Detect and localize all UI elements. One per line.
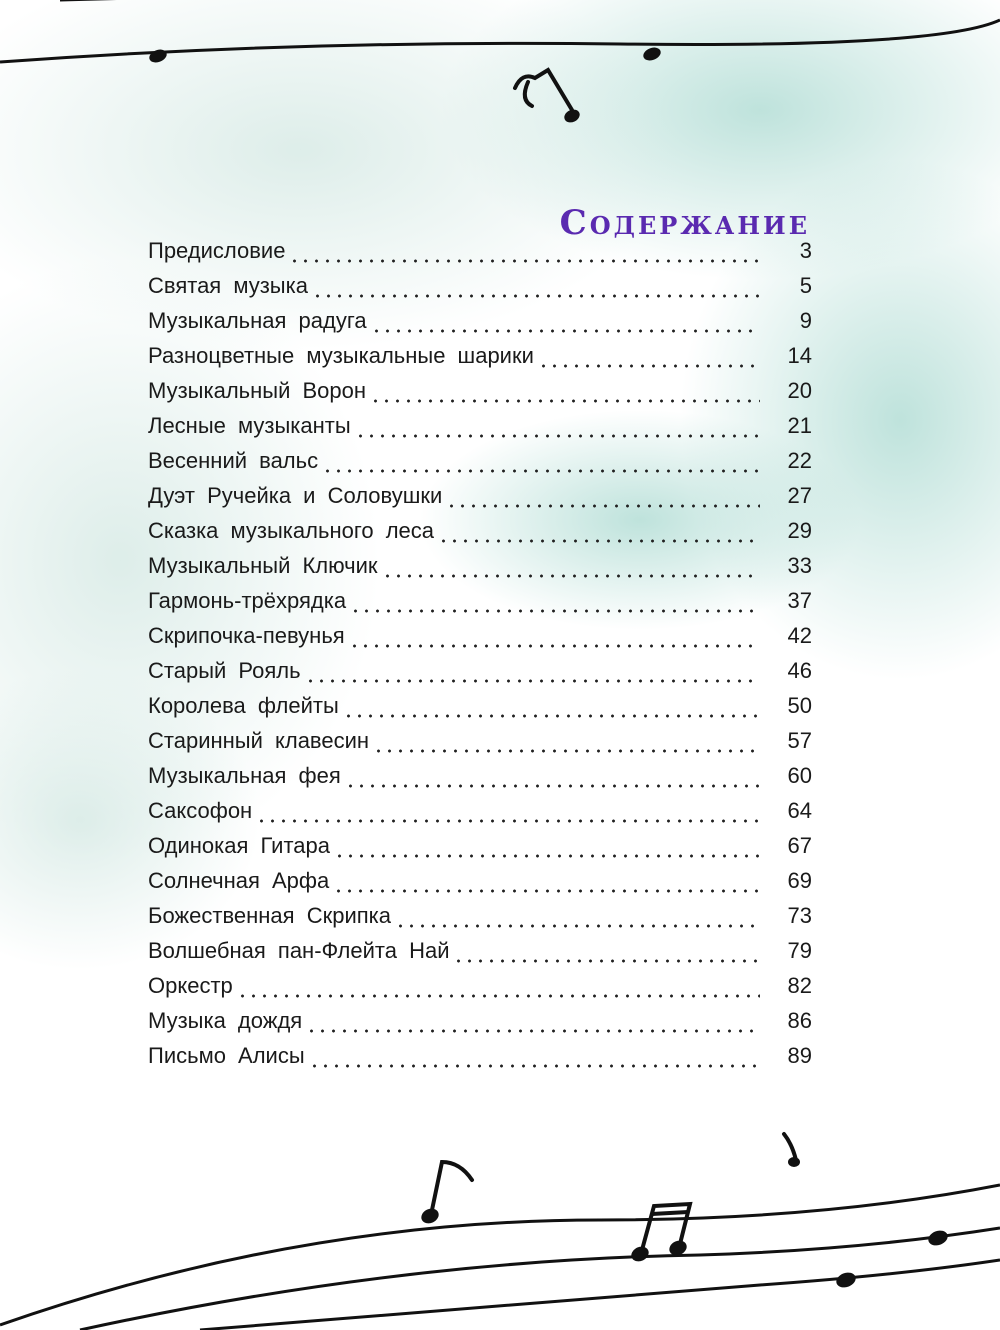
toc-page-number: 73 xyxy=(787,903,812,928)
top-music-staff xyxy=(0,0,1000,140)
toc-entry-title: Старый Рояль xyxy=(148,658,301,683)
toc-entry[interactable] xyxy=(148,693,812,728)
toc-entry[interactable] xyxy=(148,343,812,378)
toc-entry[interactable] xyxy=(148,798,812,833)
toc-page-number: 57 xyxy=(787,728,812,753)
toc-entry-title: Музыкальная радуга xyxy=(148,308,367,333)
toc-entry[interactable] xyxy=(148,518,812,553)
toc-page-number: 89 xyxy=(787,1043,812,1068)
toc-entry-title: Волшебная пан-Флейта Най xyxy=(148,938,450,963)
table-of-contents xyxy=(148,238,812,1078)
dot-leader xyxy=(289,258,760,264)
toc-page-number: 86 xyxy=(787,1008,812,1033)
toc-page-number: 29 xyxy=(787,518,812,543)
eighth-note-icon xyxy=(515,70,582,125)
dot-leader xyxy=(349,643,760,649)
toc-entry[interactable] xyxy=(148,763,812,798)
dot-leader xyxy=(355,433,760,439)
toc-entry[interactable] xyxy=(148,658,812,693)
toc-page-number: 3 xyxy=(799,238,812,263)
dot-leader xyxy=(373,748,760,754)
toc-entry-title: Одинокая Гитара xyxy=(148,833,331,858)
toc-entry[interactable] xyxy=(148,833,812,868)
toc-page-number: 64 xyxy=(787,798,812,823)
toc-page-number: 67 xyxy=(787,833,812,858)
toc-page-number: 46 xyxy=(787,658,812,683)
toc-entry[interactable] xyxy=(148,308,812,343)
toc-page-number: 42 xyxy=(787,623,812,648)
toc-entry-title: Оркестр xyxy=(148,973,233,998)
toc-entry[interactable] xyxy=(148,1043,812,1078)
dot-leader xyxy=(371,328,760,334)
toc-entry[interactable] xyxy=(148,973,812,1008)
eighth-note-icon xyxy=(419,1162,472,1226)
toc-entry[interactable] xyxy=(148,728,812,763)
toc-entry-title: Солнечная Арфа xyxy=(148,868,330,893)
toc-entry-title: Саксофон xyxy=(148,798,253,823)
toc-entry-title: Святая музыка xyxy=(148,273,308,298)
toc-entry[interactable] xyxy=(148,553,812,588)
toc-entry-title: Дуэт Ручейка и Соловушки xyxy=(148,483,443,508)
dot-leader xyxy=(334,853,760,859)
dot-leader xyxy=(350,608,760,614)
toc-entry-title: Старинный клавесин xyxy=(148,728,370,753)
toc-entry-title: Музыкальный Ворон xyxy=(148,378,367,403)
toc-page-number: 9 xyxy=(799,308,812,333)
toc-entry-title: Весенний вальс xyxy=(148,448,319,473)
toc-page-number: 60 xyxy=(787,763,812,788)
dot-leader xyxy=(343,713,760,719)
toc-entry[interactable] xyxy=(148,448,812,483)
toc-entry[interactable] xyxy=(148,868,812,903)
dot-leader xyxy=(370,398,760,404)
toc-entry[interactable] xyxy=(148,588,812,623)
toc-entry-title: Музыкальная фея xyxy=(148,763,341,788)
toc-page-number: 14 xyxy=(787,343,812,368)
toc-page-number: 79 xyxy=(787,938,812,963)
toc-entry-title: Разноцветные музыкальные шарики xyxy=(148,343,534,368)
toc-entry[interactable] xyxy=(148,238,812,273)
dot-leader xyxy=(382,573,760,579)
dot-leader xyxy=(438,538,760,544)
toc-entry-title: Гармонь-трёхрядка xyxy=(148,588,347,613)
dot-leader xyxy=(322,468,760,474)
toc-page-number: 82 xyxy=(787,973,812,998)
toc-entry[interactable] xyxy=(148,273,812,308)
toc-entry-title: Предисловие xyxy=(148,238,286,263)
dot-leader xyxy=(446,503,760,509)
dot-leader xyxy=(309,1063,760,1069)
toc-entry-title: Письмо Алисы xyxy=(148,1043,305,1068)
dot-leader xyxy=(256,818,760,824)
bottom-music-staff xyxy=(0,1110,1000,1330)
dot-leader xyxy=(306,1028,760,1034)
toc-page-number: 33 xyxy=(787,553,812,578)
toc-page-number: 5 xyxy=(799,273,812,298)
toc-entry[interactable] xyxy=(148,483,812,518)
dot-leader xyxy=(453,958,760,964)
toc-entry-title: Сказка музыкального леса xyxy=(148,518,435,543)
toc-entry-title: Скрипочка-певунья xyxy=(148,623,345,648)
toc-page-number: 50 xyxy=(787,693,812,718)
dot-leader xyxy=(538,363,760,369)
dot-leader xyxy=(345,783,760,789)
toc-page-number: 69 xyxy=(787,868,812,893)
dot-leader xyxy=(237,993,760,999)
eighth-note-icon xyxy=(784,1134,800,1167)
page-title: Содержание xyxy=(559,202,810,243)
dot-leader xyxy=(395,923,760,929)
toc-page-number: 22 xyxy=(787,448,812,473)
toc-entry[interactable] xyxy=(148,623,812,658)
dot-leader xyxy=(305,678,760,684)
toc-entry-title: Божественная Скрипка xyxy=(148,903,391,928)
toc-page-number: 27 xyxy=(787,483,812,508)
toc-entry[interactable] xyxy=(148,1008,812,1043)
toc-entry[interactable] xyxy=(148,938,812,973)
toc-page-number: 37 xyxy=(787,588,812,613)
toc-page-number: 21 xyxy=(787,413,812,438)
toc-entry-title: Музыкальный Ключик xyxy=(148,553,378,578)
toc-entry-title: Королева флейты xyxy=(148,693,339,718)
dot-leader xyxy=(333,888,760,894)
toc-page-number: 20 xyxy=(787,378,812,403)
toc-entry[interactable] xyxy=(148,903,812,938)
toc-entry[interactable] xyxy=(148,413,812,448)
toc-entry-title: Музыка дождя xyxy=(148,1008,303,1033)
toc-entry-title: Лесные музыканты xyxy=(148,413,351,438)
toc-entry[interactable] xyxy=(148,378,812,413)
dot-leader xyxy=(312,293,760,299)
